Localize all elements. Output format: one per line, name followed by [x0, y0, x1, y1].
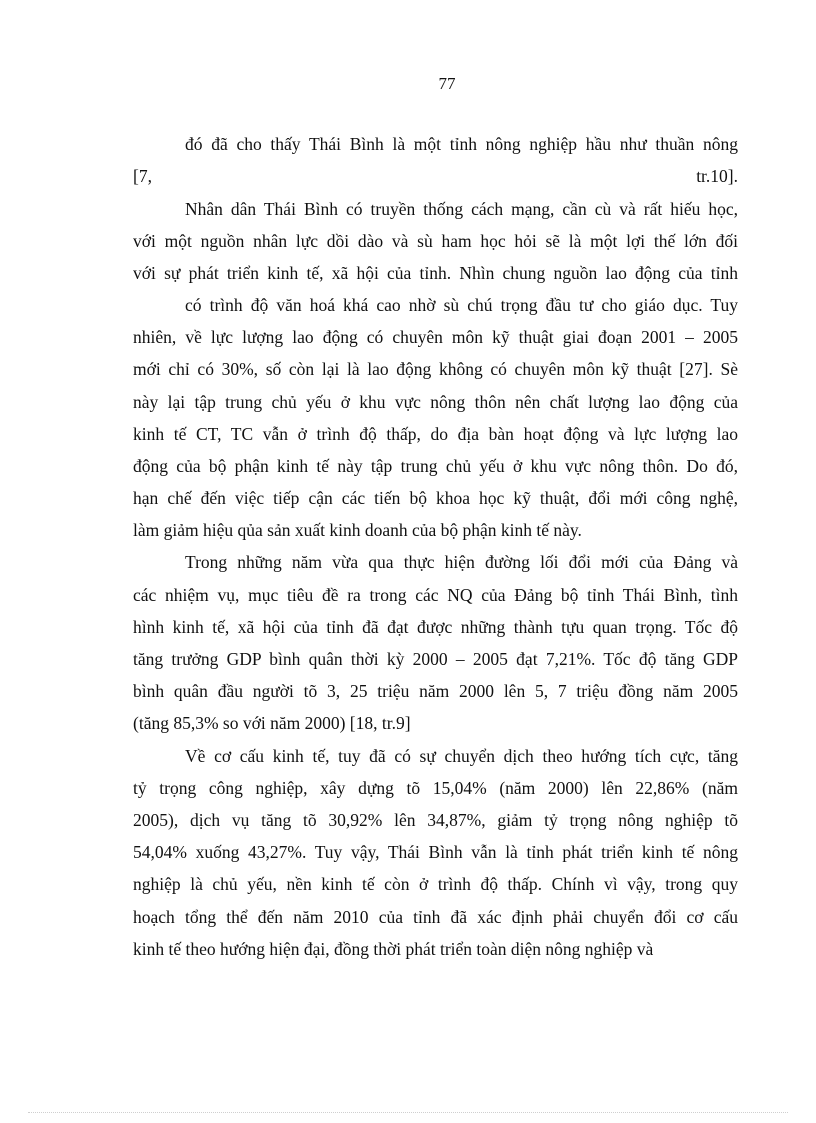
- text-line: động của bộ phận kinh tế này tập trung chủ yếu ở khu vực nông thôn. Do đó,: [133, 456, 738, 476]
- text-line: làm giảm hiệu qủa sản xuất kinh doanh của bộ phận kinh tế này.: [133, 520, 582, 540]
- text-line: hạn chế đến việc tiếp cận các tiến bộ khoa học kỹ thuật, đổi mới công nghệ,: [133, 488, 738, 508]
- page-bottom-rule: [28, 1112, 788, 1113]
- text-line: bình quân đầu người tõ 3, 25 triệu năm 2000 lên 5, 7 triệu đồng năm 2005: [133, 681, 738, 701]
- text-line: với sự phát triển kinh tế, xã hội của tỉnh. Nhìn chung nguồn lao động của tỉnh: [133, 263, 738, 283]
- text-line: Nhân dân Thái Bình có truyền thống cách mạng, cần cù và rất hiếu học,: [185, 199, 738, 219]
- text-line: tỷ trọng công nghiệp, xây dựng tõ 15,04% (năm 2000) lên 22,86% (năm: [133, 778, 738, 798]
- page-number: 77: [438, 74, 456, 93]
- text-line: đó đã cho thấy Thái Bình là một tỉnh nông nghiệp hầu như thuần nông: [185, 134, 738, 154]
- text-line: hoạch tổng thể đến năm 2010 của tỉnh đã xác định phải chuyển đổi cơ cấu: [133, 907, 738, 927]
- text-line: tăng trưởng GDP bình quân thời kỳ 2000 – 2005 đạt 7,21%. Tốc độ tăng GDP: [133, 649, 738, 669]
- text-line: các nhiệm vụ, mục tiêu đề ra trong các NQ của Đảng bộ tỉnh Thái Bình, tình: [133, 585, 738, 605]
- citation-line: [133, 165, 738, 187]
- text-line: hình kinh tế, xã hội của tỉnh đã đạt được những thành tựu quan trọng. Tốc độ: [133, 617, 738, 637]
- text-line: Về cơ cấu kinh tế, tuy đã có sự chuyển dịch theo hướng tích cực, tăng: [185, 746, 738, 766]
- text-line: có trình độ văn hoá khá cao nhờ sù chú trọng đầu tư cho giáo dục. Tuy: [185, 295, 738, 315]
- text-line: 54,04% xuống 43,27%. Tuy vậy, Thái Bình vẫn là tỉnh phát triển kinh tế nông: [133, 842, 738, 862]
- text-line: này lại tập trung chủ yếu ở khu vực nông thôn nên chất lượng lao động của: [133, 392, 738, 412]
- citation-right: tr.10].: [696, 166, 738, 186]
- text-line: nhiên, về lực lượng lao động có chuyên môn kỹ thuật giai đoạn 2001 – 2005: [133, 327, 738, 347]
- text-line: Trong những năm vừa qua thực hiện đường lối đổi mới của Đảng và: [185, 552, 738, 572]
- text-line: 2005), dịch vụ tăng tõ 30,92% lên 34,87%, giảm tỷ trọng nông nghiệp tõ: [133, 810, 738, 830]
- text-line: kinh tế CT, TC vẫn ở trình độ thấp, do địa bàn hoạt động và lực lượng lao: [133, 424, 738, 444]
- citation-left: [7,: [133, 166, 152, 186]
- text-line: nghiệp là chủ yếu, nền kinh tế còn ở trình độ thấp. Chính vì vậy, trong quy: [133, 874, 738, 894]
- text-line: mới chỉ có 30%, số còn lại là lao động không có chuyên môn kỹ thuật [27]. Sè: [133, 359, 738, 379]
- text-line: kinh tế theo hướng hiện đại, đồng thời phát triển toàn diện nông nghiệp và: [133, 939, 654, 959]
- text-line: với một nguồn nhân lực dồi dào và sù ham học hỏi sẽ là một lợi thế lớn đối: [133, 231, 738, 251]
- text-line: (tăng 85,3% so với năm 2000) [18, tr.9]: [133, 713, 411, 733]
